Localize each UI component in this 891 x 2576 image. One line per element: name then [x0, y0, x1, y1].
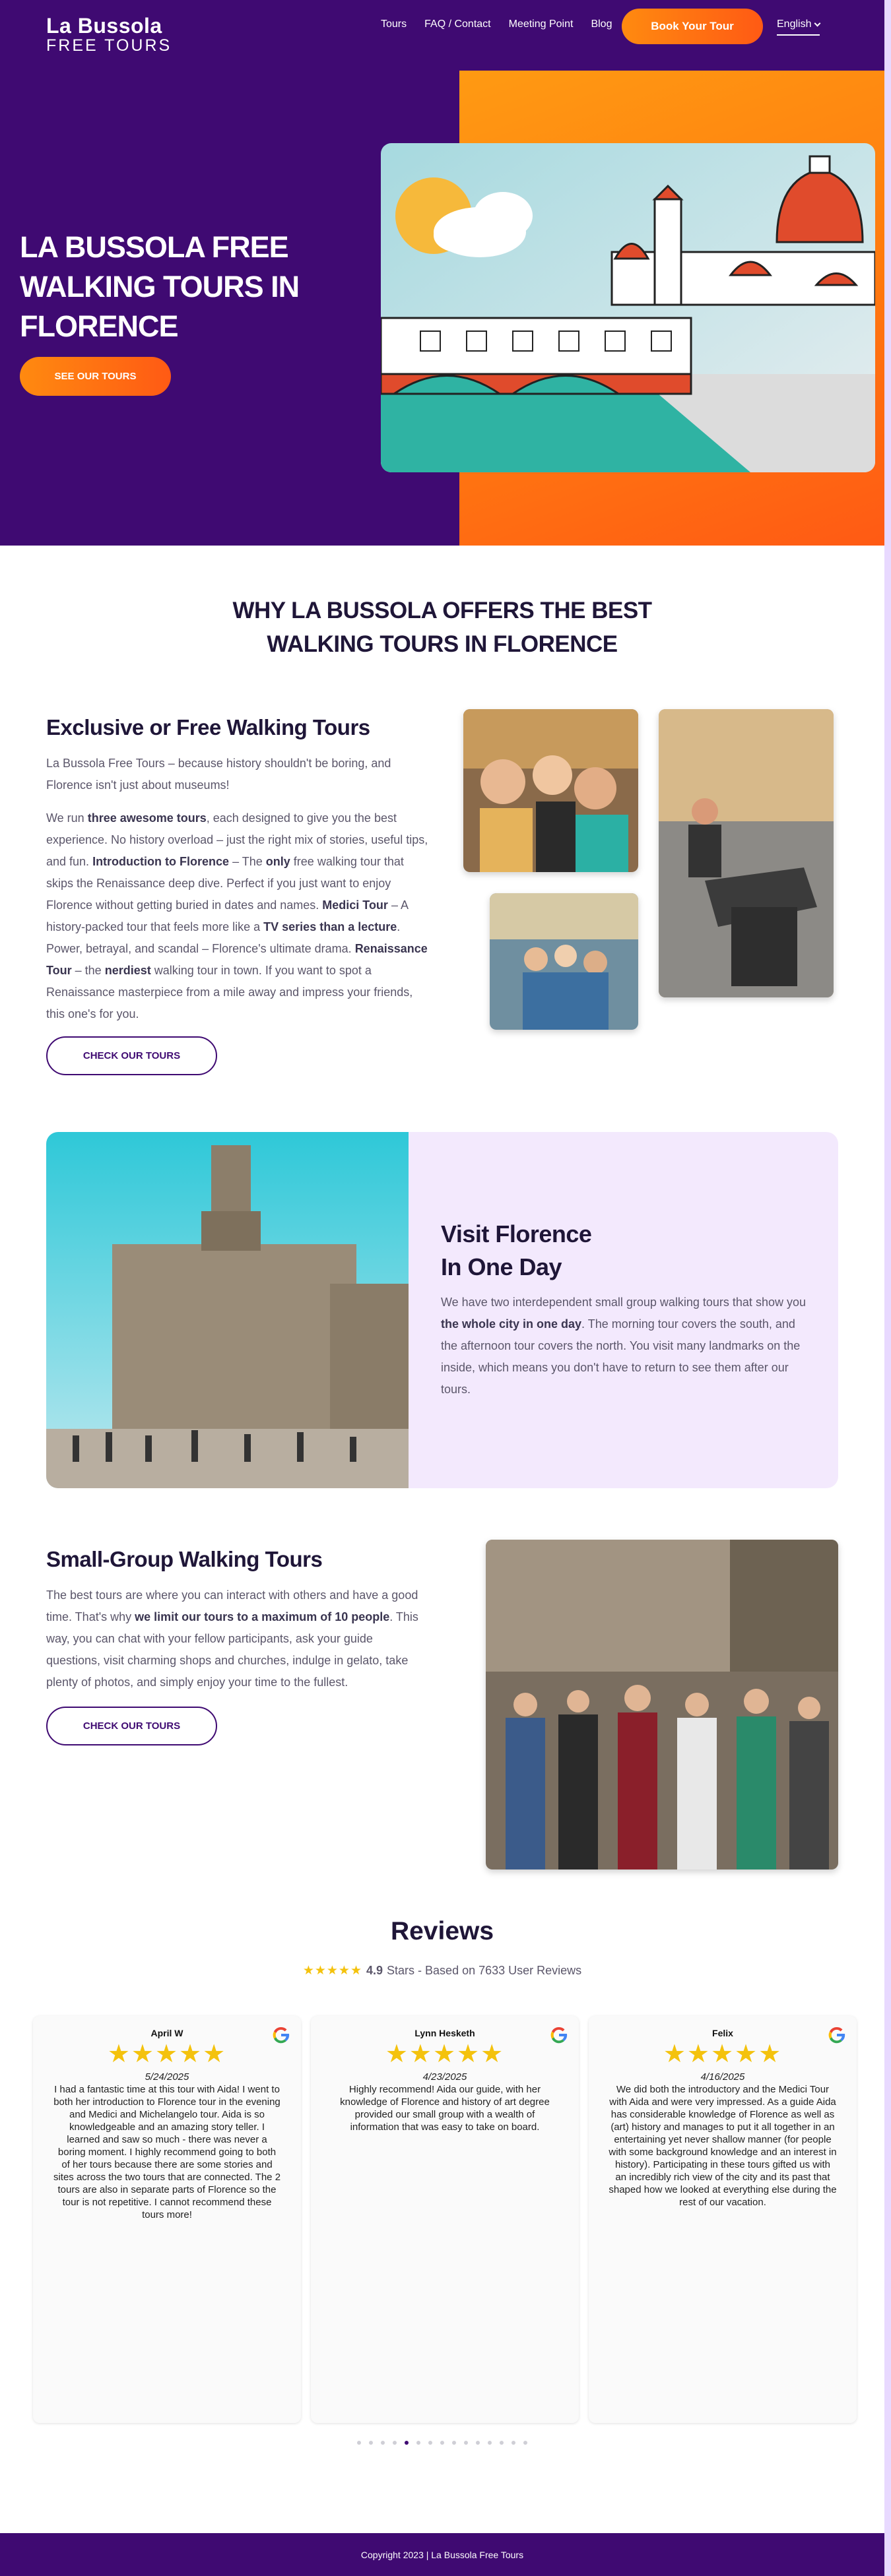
exclusive-tours-title: Exclusive or Free Walking Tours [46, 715, 370, 739]
review-card [311, 2016, 579, 2423]
visit-florence-text [441, 1218, 810, 1400]
photo-group-river [490, 893, 638, 1030]
review-text: We did both the introductory and the Medici Tour with Aida and were very impressed. As a guide Aida has considerable knowledge of Florence as well as (art) history and manages to put it all together in an entertaining yet never shallow manner (for people with some background knowledge and an interest in history). Participating in these tours gifted us with an incredibly rich view of the city and its past that shaped how we looked at everything else during the rest of our vacation. [609, 2084, 837, 2208]
review-text: I had a fantastic time at this tour with Aida! I went to both her introduction to Florence tour in the evening and Medici and Michelangelo tour. Aida is so knowledgeable and an amazing story teller. I learned and saw so much - there was never a boring moment. I highly recommend going to both of her tours because there are some stories and sites across the two tours that are connected. The 2 tours are also in separate parts of Florence so the tour is not repetitive. I cannot recommend these tours more! [53, 2084, 281, 2220]
carousel-dot[interactable] [381, 2441, 385, 2445]
reviews-rating-summary [0, 1963, 884, 1978]
why-section-title: WHY LA BUSSOLA OFFERS THE BEST WALKING TOURS IN FLORENCE [232, 598, 652, 657]
carousel-dot[interactable] [500, 2441, 504, 2445]
review-text: Highly recommend! Aida our guide, with her knowledge of Florence and history of art degree provided our small group with a wealth of information that was easy to take on board. [340, 2084, 550, 2133]
nav-links [381, 18, 630, 30]
reviewer-name: Lynn Hesketh [414, 2028, 475, 2038]
group-by-river-image [490, 893, 638, 1030]
group-selfie-image [463, 709, 638, 872]
language-label: English [777, 18, 812, 30]
top-navigation [0, 0, 884, 53]
exclusive-description: We run three awesome tours, each designed to give you the best experience. No history overload – just the right mix of stories, useful tips, and fun. Introduction to Florence – The only free walking tour that skips the Renaissance deep dive. Perfect if you just want to enjoy Florence without getting buried in dates and names. Medici Tour – A history-packed tour that feels more like a TV series than a lecture. Power, betrayal, and scandal – Florence's ultimate drama. Renaissance Tour – the nerdiest walking tour in town. If you want to spot a Renaissance masterpiece from a mile away and impress your friends, this one's for you. [46, 811, 428, 1021]
nav-link-tours[interactable]: Tours [381, 18, 407, 30]
carousel-dot[interactable] [512, 2441, 515, 2445]
carousel-dot[interactable] [428, 2441, 432, 2445]
review-date: 4/23/2025 [422, 2071, 467, 2083]
photo-group-selfie [463, 709, 638, 872]
palazzo-vecchio-photo [46, 1132, 409, 1488]
language-selector[interactable] [777, 18, 820, 36]
visit-florence-card [46, 1132, 838, 1488]
bronze-city-model-image [659, 709, 834, 997]
carousel-dot[interactable] [452, 2441, 456, 2445]
crowd-square-image [486, 1540, 838, 1869]
check-our-tours-button[interactable]: CHECK OUR TOURS [46, 1036, 217, 1075]
florence-skyline-icon [381, 143, 875, 472]
nav-link-meeting-point[interactable]: Meeting Point [508, 18, 574, 30]
footer [0, 2533, 884, 2576]
visit-florence-title: Visit Florence In One Day [441, 1220, 592, 1280]
rating-value: 4.9 [366, 1964, 383, 1977]
small-group-description: The best tours are where you can interact with others and have a good time. That's why we limit our tours to a maximum of 10 people. This way, you can chat with your fellow participants, ask your guide questions, visit charming shops and churches, indulge in gelato, take plenty of photos, and simply enjoy your time to the fullest. [46, 1588, 418, 1689]
chevron-down-icon [814, 20, 821, 26]
carousel-dot[interactable] [416, 2441, 420, 2445]
reviewer-name: April W [150, 2028, 183, 2038]
review-date: 5/24/2025 [145, 2071, 189, 2083]
review-carousel-dots [0, 2441, 884, 2445]
nav-link-blog[interactable]: Blog [591, 18, 612, 30]
exclusive-tours-section [0, 709, 884, 1105]
photo-bronze-model [659, 709, 834, 997]
hero-section [0, 0, 884, 546]
review-stars-icon: ★★★★★ [663, 2040, 783, 2068]
site-logo[interactable] [46, 15, 172, 54]
review-card [33, 2016, 301, 2423]
florence-illustration [381, 143, 875, 472]
book-your-tour-button[interactable]: Book Your Tour [622, 9, 763, 44]
carousel-dot[interactable] [393, 2441, 397, 2445]
reviews-title: Reviews [390, 1917, 494, 1945]
check-our-tours-button-2[interactable]: CHECK OUR TOURS [46, 1707, 217, 1745]
small-group-section [0, 1540, 884, 1869]
carousel-dot[interactable] [488, 2441, 492, 2445]
carousel-dot[interactable] [440, 2441, 444, 2445]
carousel-dot[interactable] [464, 2441, 468, 2445]
reviewer-name: Felix [712, 2028, 733, 2038]
carousel-dot[interactable] [476, 2441, 480, 2445]
nav-link-faq-contact[interactable]: FAQ / Contact [424, 18, 491, 30]
carousel-dot[interactable] [405, 2441, 409, 2445]
carousel-dot[interactable] [523, 2441, 527, 2445]
footer-copyright: Copyright 2023 | La Bussola Free Tours [360, 2549, 524, 2560]
logo-subtitle: FREE TOURS [46, 36, 172, 55]
small-group-title: Small-Group Walking Tours [46, 1547, 323, 1571]
palazzo-vecchio-image [46, 1132, 409, 1488]
logo-wordmark: La Bussola [46, 14, 162, 38]
review-date: 4/16/2025 [700, 2071, 745, 2083]
review-stars-icon: ★★★★★ [107, 2040, 227, 2068]
review-card [589, 2016, 857, 2423]
carousel-dot[interactable] [369, 2441, 373, 2445]
rating-summary-text: Stars - Based on 7633 User Reviews [387, 1964, 582, 1977]
rating-stars-icon: ★★★★★ [302, 1964, 362, 1978]
review-stars-icon: ★★★★★ [385, 2040, 505, 2068]
small-group-photo [486, 1540, 838, 1869]
carousel-dot[interactable] [357, 2441, 361, 2445]
scrollbar[interactable] [884, 0, 891, 2576]
exclusive-intro: La Bussola Free Tours – because history shouldn't be boring, and Florence isn't just about museums! [46, 757, 391, 792]
hero-title: LA BUSSOLA FREE WALKING TOURS IN FLORENCE [20, 230, 300, 343]
visit-florence-description: We have two interdependent small group walking tours that show you the whole city in one day. The morning tour covers the south, and the afternoon tour covers the north. You visit many landmarks on the inside, which means you don't have to return to see them after our tours. [441, 1296, 806, 1396]
see-our-tours-button[interactable]: SEE OUR TOURS [20, 357, 171, 396]
